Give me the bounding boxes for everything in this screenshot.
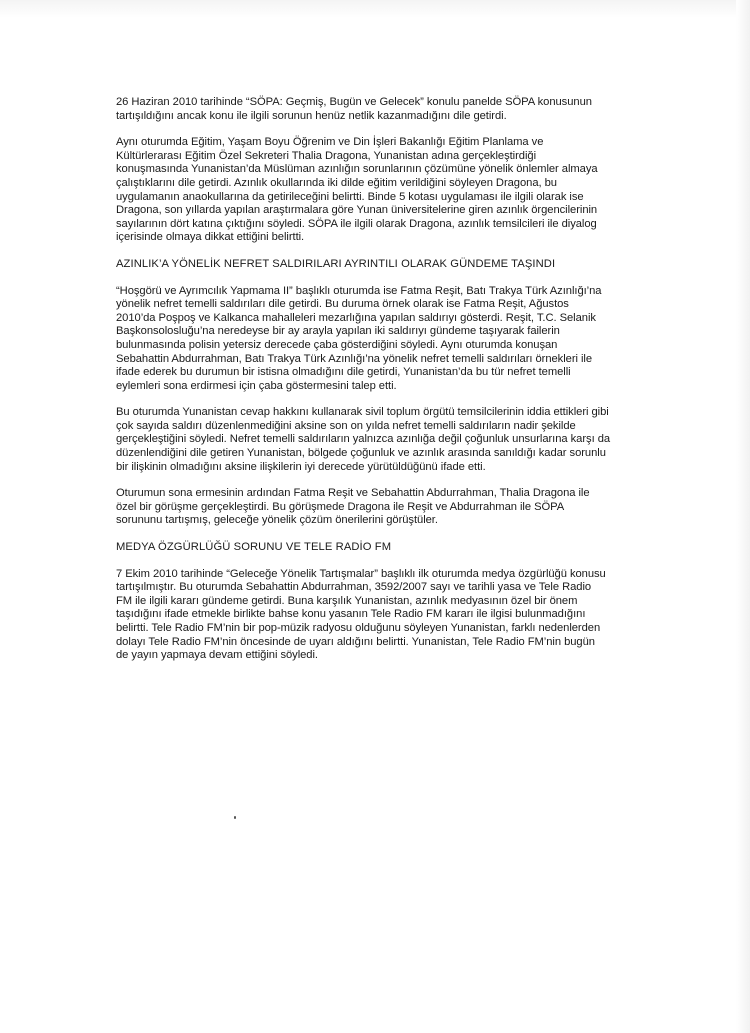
paragraph: “Hoşgörü ve Ayrımcılık Yapmama II” başlıklı oturumda ise Fatma Reşit, Batı Trakya Türk Azınlığı’na yönelik nefret temelli saldırıları dile getirdi. Bu duruma örnek olarak ise Fatma Reşit, Ağustos 2010’da Poşpoş ve Kalkanca mahalleleri mezarlığına yapılan saldırıyı gösterdi. Reşit, T.C. Selanik Başkonsolosluğu’na neredeyse bir ay arayla yapılan iki saldırıyı gündeme taşıyarak failerin bulunmasında polisin yetersiz derecede çaba gösterdiğini söyledi. Aynı oturumda konuşan Sebahattin Abdurrahman, Batı Trakya Türk Azınlığı’na yönelik nefret temelli saldırıları örnekleri ile ifade ederek bu durumun bir istisna olmadığını dile getirdi, Yunanistan’da bu tür nefret temelli eylemleri sona erdirmesi için çaba göstermesini talep etti. xyxy=(116,284,602,392)
paragraph: 26 Haziran 2010 tarihinde “SÖPA: Geçmiş, Bugün ve Gelecek” konulu panelde SÖPA konusunun tartışıldığını ancak konu ile ilgili sorunun henüz netlik kazanmadığını dile getirdi. xyxy=(116,96,592,122)
document-page xyxy=(116,96,668,676)
scan-edge-top xyxy=(0,0,750,18)
section-heading: MEDYA ÖZGÜRLÜĞÜ SORUNU VE TELE RADİO FM xyxy=(116,541,392,554)
paragraph: Oturumun sona ermesinin ardından Fatma Reşit ve Sebahattin Abdurrahman, Thalia Dragona ile özel bir görüşme gerçekleştirdi. Bu görüşmede Dragona ile Reşit ve Abdurrahman ile SÖPA sorununu tartışmış, geleceğe yönelik çözüm önerilerini görüştüler. xyxy=(116,487,590,527)
scan-edge-right xyxy=(736,0,750,1033)
section-heading: AZINLIK’A YÖNELİK NEFRET SALDIRILARI AYRINTILI OLARAK GÜNDEME TAŞINDI xyxy=(116,257,556,270)
paragraph: Aynı oturumda Eğitim, Yaşam Boyu Öğrenim ve Din İşleri Bakanlığı Eğitim Planlama ve Kültürlerarası Eğitim Özel Sekreteri Thalia Dragona, Yunanistan adına gerçekleştirdiği konuşmasında Yunanistan’da Müslüman azınlığın sorunlarının çözümüne yönelik önlemler almaya çalıştıklarını dile getirdi. Azınlık okullarında iki dilde eğitim verildiğini söyleyen Dragona, bu uygulamanın anaokullarına da getirileceğini belirtti. Binde 5 kotası uygulaması ile ilgili olarak ise Dragona, son yıllarda yapılan araştırmalara göre Yunan üniversitelerine giren azınlık örgencilerinin sayılarının dört katına çıktığını söyledi. SÖPA ile ilgili olarak Dragona, azınlık temsilcileri ile diyalog içerisinde olmaya dikkat ettiğini belirtti. xyxy=(116,136,598,244)
scan-speck xyxy=(234,816,236,819)
paragraph: 7 Ekim 2010 tarihinde “Geleceğe Yönelik Tartışmalar” başlıklı ilk oturumda medya özgürlüğü konusu tartışılmıştır. Bu oturumda Sebahattin Abdurrahman, 3592/2007 sayı ve tarihli yasa ve Tele Radio FM ile ilgili kararı gündeme getirdi. Buna karşılık Yunanistan, azınlık medyasının özel bir önem taşıdığını ifade etmekle birlikte bahse konu yasanın Tele Radio FM kararı ile ilgisi bulunmadığını belirtti. Tele Radio FM’nin bir pop-müzik radyosu olduğunu söyleyen Yunanistan, farklı nedenlerden dolayı Tele Radio FM’nin öncesinde de uyarı aldığını belirtti. Yunanistan, Tele Radio FM’nin bugün de yayın yapmaya devam ettiğini söyledi. xyxy=(116,567,606,662)
paragraph: Bu oturumda Yunanistan cevap hakkını kullanarak sivil toplum örgütü temsilcilerinin iddia ettikleri gibi çok sayıda saldırı düzenlenmediğini aksine son on yılda nefret temelli saldırıların nadir şekilde gerçekleştiğini söyledi. Nefret temelli saldırıların yalnızca azınlığa değil çoğunluk unsurlarına karşı da düzenlendiğini dile getiren Yunanistan, bölgede çoğunluk ve azınlık arasında sanıldığı kadar sorunlu bir ilişkinin olmadığını aksine ilişkilerin iyi derecede yürütüldüğünü ifade etti. xyxy=(116,406,611,473)
